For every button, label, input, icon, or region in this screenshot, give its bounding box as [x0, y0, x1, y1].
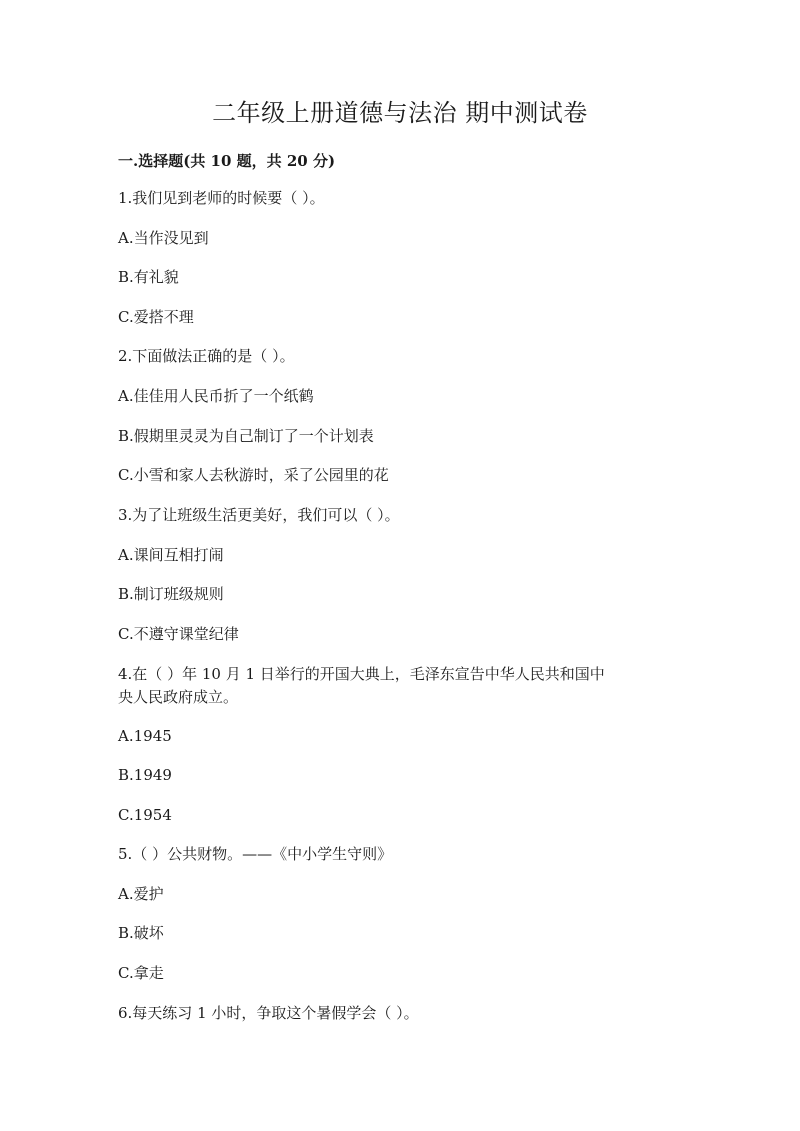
question-3-option-c: C.不遵守课堂纪律	[118, 625, 239, 643]
question-5-option-c: C.拿走	[118, 964, 164, 982]
question-4-option-c: C.1954	[118, 806, 172, 824]
question-5: 5.（ ）公共财物。——《中小学生守则》	[118, 845, 393, 863]
question-3-option-b: B.制订班级规则	[118, 585, 224, 603]
question-4-option-b: B.1949	[118, 766, 172, 784]
question-4-option-a: A.1945	[118, 727, 172, 745]
question-5-option-a: A.爱护	[118, 885, 164, 903]
question-3-option-a: A.课间互相打闹	[118, 546, 224, 564]
question-3: 3.为了让班级生活更美好，我们可以（ ）。	[118, 506, 400, 524]
question-2-option-a: A.佳佳用人民币折了一个纸鹤	[118, 387, 314, 405]
question-1-option-b: B.有礼貌	[118, 268, 179, 286]
question-2-option-b: B.假期里灵灵为自己制订了一个计划表	[118, 427, 374, 445]
question-1: 1.我们见到老师的时候要（ ）。	[118, 189, 325, 207]
exam-title: 二年级上册道德与法治 期中测试卷	[212, 99, 588, 127]
question-6: 6.每天练习 1 小时，争取这个暑假学会（ ）。	[118, 1004, 419, 1022]
question-2-option-c: C.小雪和家人去秋游时，采了公园里的花	[118, 466, 389, 484]
question-4-line-2: 央人民政府成立。	[118, 688, 239, 706]
question-1-option-a: A.当作没见到	[118, 229, 209, 247]
question-5-option-b: B.破坏	[118, 924, 164, 942]
question-1-option-c: C.爱搭不理	[118, 308, 194, 326]
question-2: 2.下面做法正确的是（ ）。	[118, 347, 295, 365]
section-heading-multiple-choice: 一.选择题(共 10 题，共 20 分)	[118, 152, 336, 170]
question-4-line-1: 4.在（ ）年 10 月 1 日举行的开国大典上，毛泽东宣告中华人民共和国中	[118, 665, 605, 683]
